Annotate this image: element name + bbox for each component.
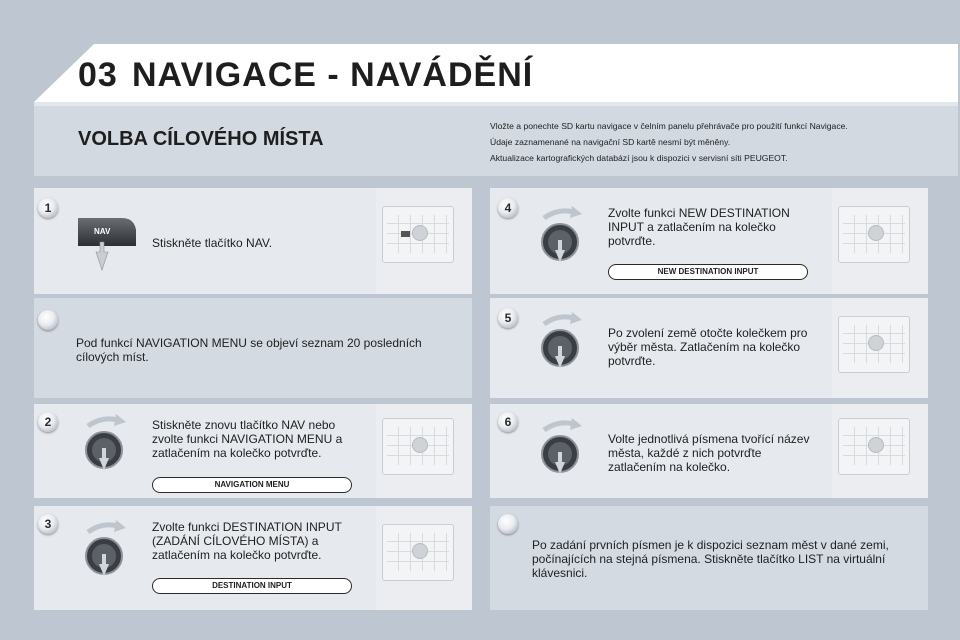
step-badge: 3 [38,514,58,534]
radio-unit [382,206,454,263]
step-6-text: Volte jednotlivá písmena tvořící název města, každé z nich potvrďte zatlačením na kolečko. [608,432,810,474]
radio-image [832,298,928,398]
intro-text [490,118,920,166]
navigation-menu-tag: NAVIGATION MENU [152,477,352,493]
step-badge: 2 [38,412,58,432]
rotary-knob-icon [78,518,138,578]
rotary-knob-icon [534,416,594,476]
radio-unit [382,418,454,475]
radio-unit [838,206,910,263]
new-destination-input-tag: NEW DESTINATION INPUT [608,264,808,280]
nav-label: NAV [94,227,111,236]
rotary-knob-icon [534,310,594,370]
intro-line: Aktualizace kartografických databází jsou k dispozici v servisní síti PEUGEOT. [490,153,788,163]
nav-button-icon [74,212,144,272]
radio-unit [838,316,910,373]
rotary-knob-icon [78,412,138,472]
radio-unit [382,524,454,581]
intro-line: Vložte a ponechte SD kartu navigace v čelním panelu přehrávače pro použití funkcí Navigace. [490,121,848,131]
step-badge: 5 [498,308,518,328]
radio-image [832,188,928,294]
destination-input-tag: DESTINATION INPUT [152,578,352,594]
tip-2-text: Po zadání prvních písmen je k dispozici seznam měst v dané zemi, počínajících na stejná písmena. Stiskněte tlačítko LIST na virtuální klávesnici. [532,538,889,580]
radio-image [376,506,472,610]
rotary-knob-icon [534,204,594,264]
step-badge: 6 [498,412,518,432]
step-3-text: Zvolte funkci DESTINATION INPUT (ZADÁNÍ CÍLOVÉHO MÍSTA) a zatlačením na kolečko potvrďte. [152,520,342,562]
page-title: NAVIGACE - NAVÁDĚNÍ [132,56,534,94]
intro-line: Údaje zaznamenané na navigační SD kartě nesmí být měněny. [490,137,731,147]
step-badge: 4 [498,198,518,218]
step-badge: 1 [38,198,58,218]
step-5-text: Po zvolení země otočte kolečkem pro výběr města. Zatlačením na kolečko potvrďte. [608,326,808,368]
step-2-text: Stiskněte znovu tlačítko NAV nebo zvolte funkci NAVIGATION MENU a zatlačením na kolečko potvrďte. [152,418,343,460]
tip-1-text: Pod funkcí NAVIGATION MENU se objeví seznam 20 posledních cílových míst. [76,336,422,364]
radio-image [376,188,472,294]
radio-image [376,404,472,498]
radio-unit [838,418,910,475]
step-1-text: Stiskněte tlačítko NAV. [152,236,273,250]
lightbulb-icon [38,310,58,330]
chapter-number: 03 [78,56,118,94]
step-4-text: Zvolte funkci NEW DESTINATION INPUT a zatlačením na kolečko potvrďte. [608,206,790,248]
radio-image [832,404,928,498]
lightbulb-icon [498,514,518,534]
section-title: VOLBA CÍLOVÉHO MÍSTA [78,128,324,150]
